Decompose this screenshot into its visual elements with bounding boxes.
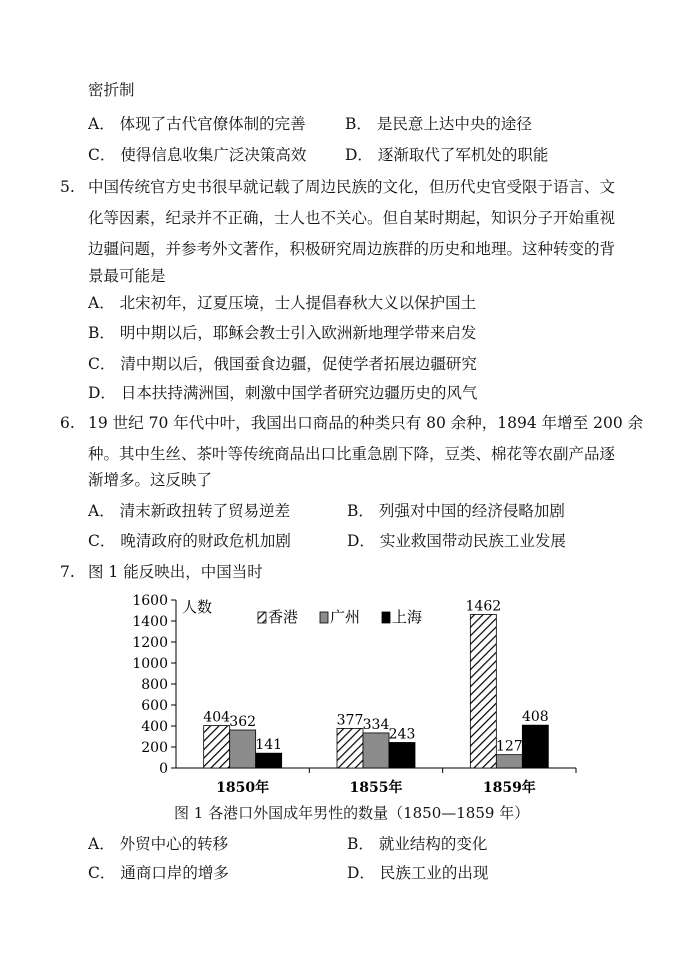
- q4-option-c: [88, 145, 306, 165]
- q5-option-b-label: B．: [88, 324, 115, 342]
- y-tick-label: 1400: [132, 614, 168, 630]
- legend-label-上海: 上海: [392, 608, 423, 626]
- q4-option-b-text: 是民意上达中央的途径: [376, 115, 532, 133]
- q4-option-d-text: 逐渐取代了军机处的职能: [377, 146, 549, 164]
- q5-option-d-text: 日本扶持满洲国，刺激中国学者研究边疆历史的风气: [120, 384, 478, 402]
- q4-option-a: [88, 114, 306, 134]
- q6-option-c-text: 晚清政府的财政危机加剧: [120, 532, 291, 550]
- data-label: 334: [362, 716, 390, 733]
- y-tick-label: 1000: [132, 656, 168, 672]
- q7-option-c-label: C．: [88, 864, 116, 882]
- q4-option-c-label: C．: [88, 146, 116, 164]
- bar-广州-1850年: [230, 730, 256, 768]
- bar-chart: [110, 588, 580, 800]
- y-tick-label: 200: [141, 740, 168, 756]
- y-axis-label: 人数: [182, 598, 213, 616]
- x-tick-label: 1850年: [216, 780, 270, 796]
- y-tick-label: 400: [141, 719, 168, 735]
- data-label: 1462: [465, 598, 502, 615]
- data-label: 404: [203, 709, 231, 726]
- data-label: 377: [336, 712, 364, 729]
- q6-option-a-label: A．: [88, 502, 115, 520]
- q5-option-a-label: A．: [88, 294, 115, 312]
- q5-stem-line-2: 化等因素，纪录并不正确，士人也不关心。但自某时期起，知识分子开始重视: [88, 209, 616, 227]
- q5-option-c: [88, 354, 477, 374]
- q6-option-c: [88, 531, 291, 551]
- q6-option-c-label: C．: [88, 532, 116, 550]
- data-label: 127: [495, 738, 523, 755]
- bar-广州-1859年: [496, 755, 522, 768]
- data-label: 408: [521, 709, 549, 726]
- bar-香港-1859年: [470, 614, 496, 768]
- q4-option-a-text: 体现了古代官僚体制的完善: [119, 115, 306, 133]
- q4-option-a-label: A．: [88, 115, 115, 133]
- q6-option-a: [88, 501, 290, 521]
- q7-number: 7.: [60, 563, 75, 581]
- q7-option-a: [88, 834, 228, 854]
- x-tick-label: 1859年: [482, 780, 536, 796]
- legend-swatch-广州: [320, 612, 328, 623]
- legend-swatch-香港: [258, 612, 266, 623]
- q6-option-b: [347, 501, 565, 521]
- q7-option-a-label: A．: [88, 835, 115, 853]
- bar-广州-1855年: [363, 733, 389, 768]
- q4-option-b-label: B．: [345, 115, 372, 133]
- q7-option-a-text: 外贸中心的转移: [119, 835, 229, 853]
- q5-option-d: [88, 383, 477, 403]
- bar-上海-1850年: [256, 753, 282, 768]
- y-tick-label: 600: [141, 698, 168, 714]
- legend-label-香港: 香港: [268, 608, 299, 626]
- q5-stem-line-3: 边疆问题，并参考外文著作，积极研究周边族群的历史和地理。这种转变的背: [88, 240, 616, 258]
- bar-上海-1859年: [522, 725, 548, 768]
- q5-stem-line-4: 景最可能是: [88, 267, 166, 285]
- q5-option-d-label: D．: [88, 384, 116, 402]
- y-tick-label: 1200: [132, 635, 168, 651]
- q7-option-d-text: 民族工业的出现: [379, 864, 489, 882]
- data-label: 362: [229, 713, 257, 730]
- q7-option-c-text: 通商口岸的增多: [120, 864, 229, 882]
- q4-option-d-label: D．: [345, 146, 373, 164]
- q5-option-c-label: C．: [88, 355, 116, 373]
- data-label: 243: [388, 726, 416, 743]
- bar-上海-1855年: [389, 742, 415, 768]
- legend-swatch-上海: [382, 612, 390, 623]
- q5-option-a-text: 北宋初年，辽夏压境，士人提倡春秋大义以保护国土: [119, 294, 477, 312]
- y-tick-label: 0: [159, 761, 168, 777]
- q4-stem-tail: 密折制: [88, 81, 135, 99]
- q6-stem-line-2: 种。其中生丝、茶叶等传统商品出口比重急剧下降，豆类、棉花等农副产品逐: [88, 445, 616, 463]
- q6-option-a-text: 清末新政扭转了贸易逆差: [119, 502, 291, 520]
- q6-option-b-label: B．: [347, 502, 374, 520]
- q4-option-d: [345, 145, 548, 165]
- legend-label-广州: 广州: [330, 608, 361, 626]
- bar-香港-1850年: [204, 726, 230, 768]
- chart-caption: 图 1 各港口外国成年男性的数量（1850—1859 年）: [174, 804, 530, 822]
- q6-stem-line-1: 19 世纪 70 年代中叶，我国出口商品的种类只有 80 余种，1894 年增至 200 余: [88, 414, 644, 432]
- q5-option-c-text: 清中期以后，俄国蚕食边疆，促使学者拓展边疆研究: [120, 355, 477, 373]
- q5-stem-line-1: 中国传统官方史书很早就记载了周边民族的文化，但历代史官受限于语言、文: [88, 178, 616, 196]
- x-tick-label: 1855年: [349, 780, 403, 796]
- q7-stem: 图 1 能反映出，中国当时: [88, 563, 263, 581]
- q6-option-b-text: 列强对中国的经济侵略加剧: [378, 502, 565, 520]
- q4-option-b: [345, 114, 532, 134]
- q6-option-d: [347, 531, 566, 551]
- q4-option-c-text: 使得信息收集广泛决策高效: [120, 146, 307, 164]
- q5-number: 5.: [60, 178, 75, 196]
- y-tick-label: 800: [141, 677, 168, 693]
- q6-option-d-text: 实业救国带动民族工业发展: [379, 532, 566, 550]
- q7-option-b-label: B．: [347, 835, 374, 853]
- q6-number: 6.: [60, 414, 75, 432]
- q7-option-d-label: D．: [347, 864, 375, 882]
- data-label: 141: [255, 737, 283, 754]
- y-tick-label: 1600: [132, 593, 168, 609]
- q7-option-b: [347, 834, 487, 854]
- bar-香港-1855年: [337, 728, 363, 768]
- q6-stem-line-3: 渐增多。这反映了: [88, 471, 213, 489]
- q5-option-a: [88, 293, 476, 313]
- q7-option-c: [88, 863, 229, 883]
- q5-option-b-text: 明中期以后，耶稣会教士引入欧洲新地理学带来启发: [119, 324, 477, 342]
- q6-option-d-label: D．: [347, 532, 375, 550]
- q5-option-b: [88, 323, 476, 343]
- q7-option-d: [347, 863, 488, 883]
- q7-option-b-text: 就业结构的变化: [378, 835, 488, 853]
